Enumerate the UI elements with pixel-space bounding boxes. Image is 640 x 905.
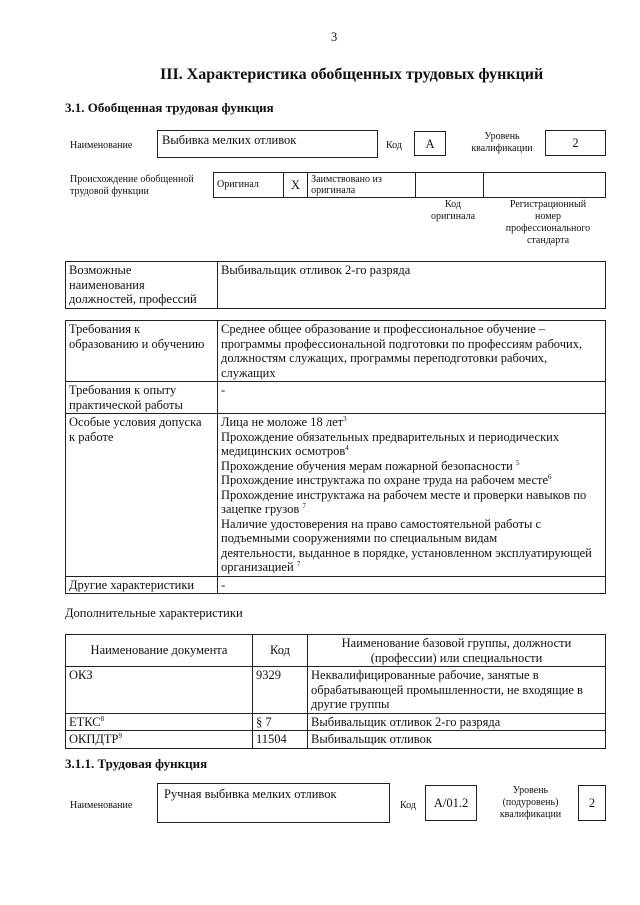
etks-code: § 7 xyxy=(253,713,308,731)
cond-6-line3: деятельности, выданное в порядке, установленном эксплуатирующей xyxy=(221,545,592,560)
cond-4-sup: 6 xyxy=(548,472,552,481)
okpdtr-code: 11504 xyxy=(253,731,308,749)
etks-value: Выбивальщик отливок 2-го разряда xyxy=(308,713,606,731)
edu-line1: Среднее общее образование и профессиональное обучение – xyxy=(221,322,546,336)
okz-code: 9329 xyxy=(253,667,308,714)
gtf-level-value: 2 xyxy=(545,130,606,156)
reg-number-cell xyxy=(483,173,605,198)
tf-code-value: A/01.2 xyxy=(425,785,477,821)
cond-2-sup: 4 xyxy=(345,443,349,452)
tf-level-line3: квалификации xyxy=(499,809,562,820)
borrowed-label-line2: оригинала xyxy=(311,185,356,196)
positions-label xyxy=(66,262,218,309)
okpdtr-name xyxy=(66,731,253,749)
cond-5-line1: Прохождение инструктажа на рабочем месте и проверки навыков по xyxy=(221,487,587,502)
cond-5-line2: зацепке грузов xyxy=(221,502,300,516)
borrowed-label xyxy=(308,173,416,198)
okpdtr-name-text: ОКПДТР xyxy=(69,732,119,746)
etks-name-text: ЕТКС xyxy=(69,714,101,729)
exp-label-line2: практической работы xyxy=(69,397,183,412)
origin-code-caption-line2: оригинала xyxy=(430,211,476,222)
additional-table xyxy=(65,634,606,749)
gtf-name-label: Наименование xyxy=(70,140,133,151)
positions-value: Выбивальщик отливок 2-го разряда xyxy=(218,262,606,309)
tf-heading: 3.1.1. Трудовая функция xyxy=(65,756,208,771)
table-row xyxy=(66,731,606,749)
section-title: III. Характеристика обобщенных трудовых функций xyxy=(160,66,544,83)
other-label: Другие характеристики xyxy=(66,576,218,594)
gtf-code-label: Код xyxy=(386,140,402,151)
edu-line3: должностям служащих, программы переподготовки рабочих, xyxy=(221,351,548,365)
reg-caption-line2: номер xyxy=(535,211,561,222)
requirements-table xyxy=(65,320,606,594)
etks-sup: 8 xyxy=(100,714,105,723)
cond-label-line2: к работе xyxy=(69,429,114,444)
cond-3-sup: 5 xyxy=(515,458,520,467)
okz-value-line1: Неквалифицированные рабочие, занятые в xyxy=(311,668,539,682)
positions-table xyxy=(65,261,606,309)
cond-item-1 xyxy=(221,415,602,430)
edu-value xyxy=(218,321,606,382)
cond-3-text: Прохождение обучения мерам пожарной безопасности xyxy=(221,458,513,473)
table-row xyxy=(66,713,606,731)
original-label: Оригинал xyxy=(214,173,284,198)
gtf-origin-label-line1: Происхождение обобщенной xyxy=(70,174,194,185)
tf-code-label: Код xyxy=(400,800,416,811)
edu-label-line2: образованию и обучению xyxy=(69,336,205,351)
cond-2-line1: Прохождение обязательных предварительных и периодических xyxy=(221,429,560,444)
tf-name-value: Ручная выбивка мелких отливок xyxy=(157,783,390,823)
tf-level-line1: Уровень xyxy=(512,785,549,796)
edu-line2: программы профессиональной подготовки по профессиям рабочих, xyxy=(221,336,583,351)
gtf-origin-label xyxy=(70,174,194,198)
okz-value xyxy=(308,667,606,714)
positions-label-line3: должностей, профессий xyxy=(69,292,197,306)
okz-value-line3: другие группы xyxy=(311,697,390,711)
okpdtr-value: Выбивальщик отливок xyxy=(308,731,606,749)
okpdtr-sup: 9 xyxy=(118,731,123,740)
reg-caption xyxy=(490,199,606,247)
cond-1-text: Лица не моложе 18 лет xyxy=(221,415,344,429)
tf-name-label: Наименование xyxy=(70,800,133,811)
etks-name xyxy=(66,713,253,731)
gtf-origin-label-line2: трудовой функции xyxy=(70,186,149,197)
gtf-heading: 3.1. Обобщенная трудовая функция xyxy=(65,100,274,115)
okz-value-line2: обрабатывающей промышленности, не входящие в xyxy=(311,682,583,697)
cond-6-line4: организацией xyxy=(221,560,294,574)
col-code-header: Код xyxy=(253,635,308,667)
other-value: - xyxy=(218,576,606,594)
exp-value: - xyxy=(218,382,606,414)
cond-2-line2: медицинских осмотров xyxy=(221,444,346,458)
okz-name: ОКЗ xyxy=(66,667,253,714)
positions-label-line2: наименования xyxy=(69,277,145,292)
cond-6-line2: подъемными сооружениями по специальным видам xyxy=(221,531,498,545)
cond-4-text: Прохождение инструктажа по охране труда на рабочем месте xyxy=(221,473,549,487)
reg-caption-line3: профессионального xyxy=(505,223,591,234)
cond-6-sup: 7 xyxy=(296,559,301,568)
gtf-level-label xyxy=(462,131,542,155)
col-group-header-line1: Наименование базовой группы, должности xyxy=(341,636,572,650)
exp-label xyxy=(66,382,218,414)
cond-5-sup: 7 xyxy=(302,501,306,510)
reg-caption-line4: стандарта xyxy=(526,235,570,246)
edu-line4: служащих xyxy=(221,365,276,380)
cond-1-sup: 3 xyxy=(343,414,347,423)
gtf-code-value: A xyxy=(414,131,446,156)
edu-label xyxy=(66,321,218,382)
edu-label-line1: Требования к xyxy=(69,322,141,336)
additional-heading: Дополнительные характеристики xyxy=(65,606,243,620)
col-doc-header: Наименование документа xyxy=(66,635,253,667)
tf-level-value: 2 xyxy=(578,785,606,821)
gtf-level-label-line2: квалификации xyxy=(471,143,533,154)
col-group-header xyxy=(308,635,606,667)
reg-caption-line1: Регистрационный xyxy=(509,199,587,210)
table-row xyxy=(66,667,606,714)
page-number: 3 xyxy=(331,30,338,44)
origin-code-caption-line1: Код xyxy=(445,199,461,210)
original-mark: X xyxy=(284,173,308,198)
cond-label-line1: Особые условия допуска xyxy=(69,415,202,429)
positions-label-line1: Возможные xyxy=(69,263,132,277)
gtf-level-label-line1: Уровень xyxy=(484,131,520,142)
gtf-name-value: Выбивка мелких отливок xyxy=(157,130,378,158)
borrowed-label-line1: Заимствовано из xyxy=(311,174,382,185)
cond-label xyxy=(66,414,218,577)
origin-code-cell xyxy=(415,173,483,198)
tf-level-line2: (подуровень) xyxy=(502,797,559,808)
gtf-origin-table xyxy=(213,172,606,198)
cond-value xyxy=(218,414,606,577)
tf-level-label xyxy=(488,785,573,821)
col-group-header-line2: (профессии) или специальности xyxy=(370,650,543,665)
exp-label-line1: Требования к опыту xyxy=(69,383,177,397)
origin-code-caption xyxy=(420,199,486,223)
cond-6-line1: Наличие удостоверения на право самостоятельной работы с xyxy=(221,516,542,531)
